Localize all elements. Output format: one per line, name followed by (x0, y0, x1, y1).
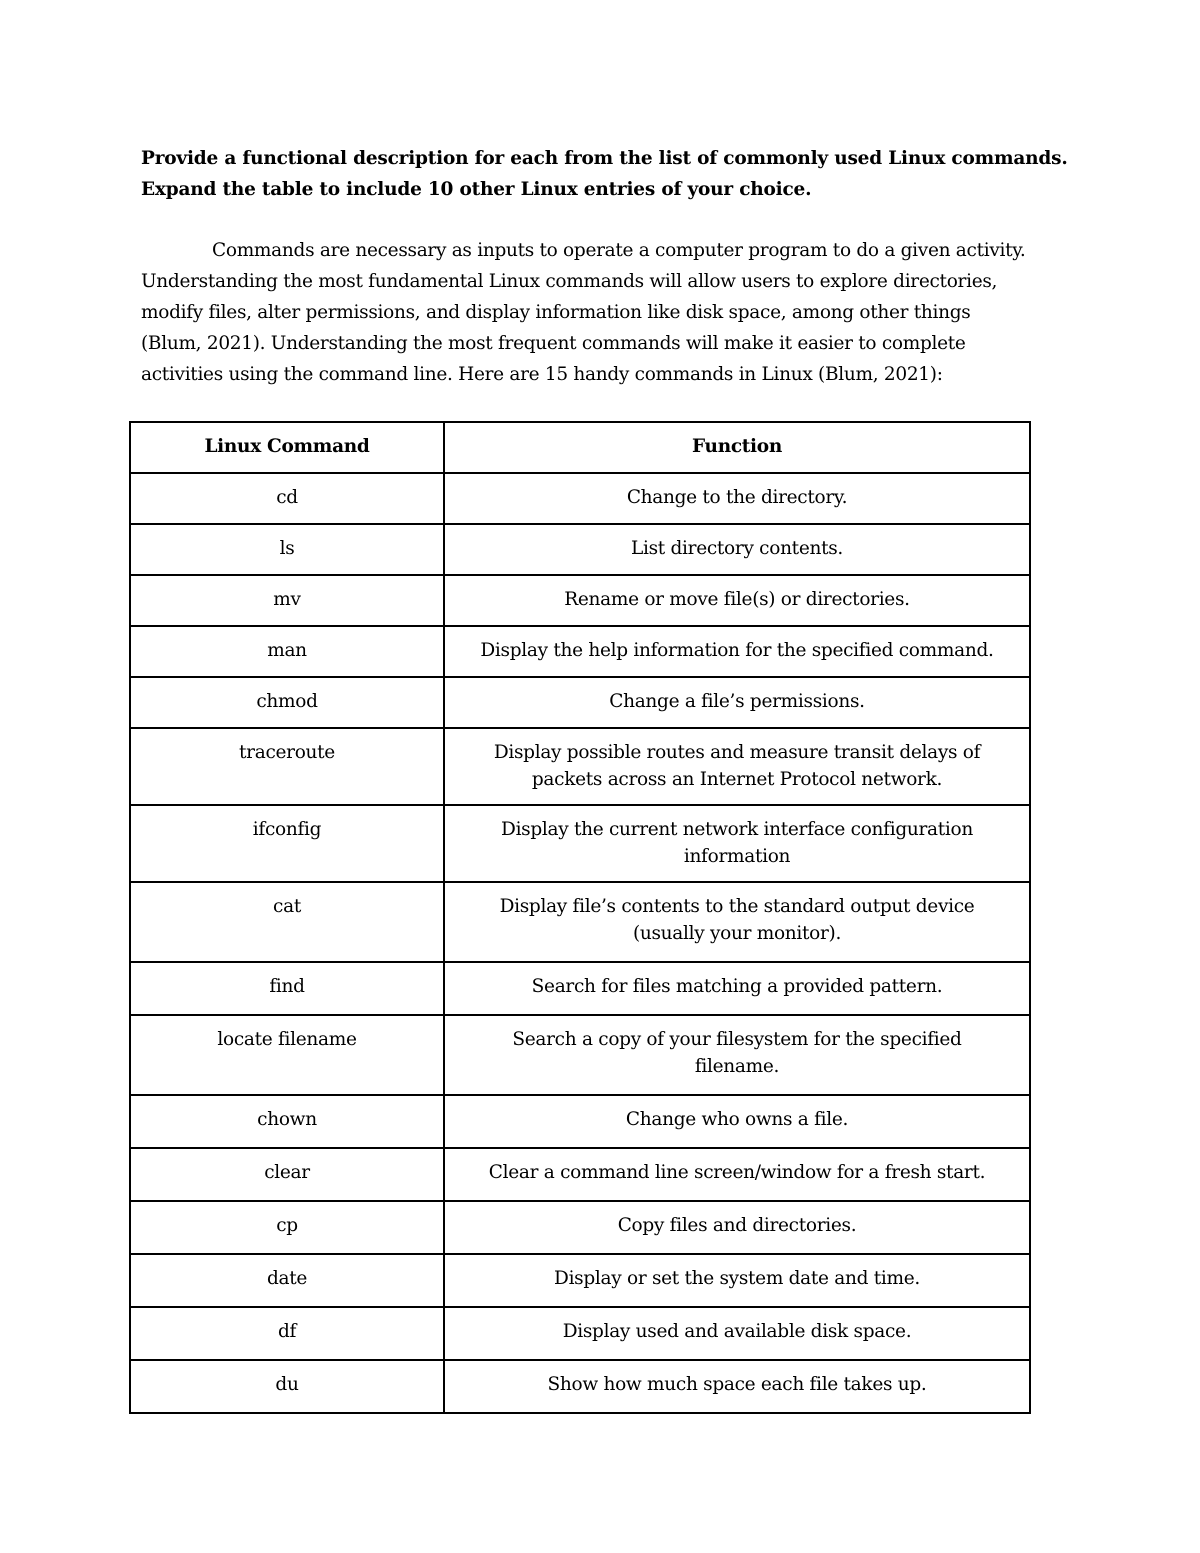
function-cell (444, 1360, 1030, 1413)
command-cell: mv (130, 575, 444, 626)
function-cell (444, 962, 1030, 1015)
function-cell (444, 882, 1030, 962)
function-line: Search for files matching a provided pattern. (531, 976, 943, 997)
function-cell (444, 1148, 1030, 1201)
prompt-line: Expand the table to include 10 other Linux entries of your choice. (141, 179, 812, 200)
assignment-prompt (141, 143, 1101, 205)
intro-paragraph (141, 235, 1101, 390)
function-line: Display the current network interface configuration (501, 819, 973, 840)
table-row (130, 728, 1030, 805)
table-row (130, 882, 1030, 962)
function-cell (444, 1015, 1030, 1095)
command-cell: du (130, 1360, 444, 1413)
function-cell (444, 1307, 1030, 1360)
table-row (130, 1307, 1030, 1360)
table-row (130, 1148, 1030, 1201)
function-line: information (683, 846, 791, 867)
intro-line: Commands are necessary as inputs to operate a computer program to do a given activity. (212, 240, 1026, 261)
function-cell (444, 805, 1030, 882)
function-cell (444, 575, 1030, 626)
command-cell: find (130, 962, 444, 1015)
command-cell: date (130, 1254, 444, 1307)
function-cell (444, 1201, 1030, 1254)
function-line: Show how much space each file takes up. (547, 1374, 927, 1395)
function-line: Display possible routes and measure transit delays of (493, 742, 981, 763)
table-row (130, 677, 1030, 728)
function-line: Change who owns a file. (625, 1109, 849, 1130)
function-cell (444, 626, 1030, 677)
table-row (130, 524, 1030, 575)
function-line: List directory contents. (631, 538, 843, 559)
function-cell (444, 677, 1030, 728)
function-cell (444, 728, 1030, 805)
intro-line: activities using the command line. Here are 15 handy commands in Linux (Blum, 2021): (141, 364, 943, 385)
command-cell: locate filename (130, 1015, 444, 1095)
command-cell: man (130, 626, 444, 677)
function-line: Display or set the system date and time. (554, 1268, 920, 1289)
header-linux-command: Linux Command (130, 422, 444, 473)
command-cell: clear (130, 1148, 444, 1201)
function-line: Change to the directory. (626, 487, 848, 508)
intro-line: (Blum, 2021). Understanding the most frequent commands will make it easier to complete (141, 333, 966, 354)
table-row (130, 1095, 1030, 1148)
function-line: Rename or move file(s) or directories. (564, 589, 910, 610)
function-line: (usually your monitor). (632, 923, 842, 944)
table-row (130, 1360, 1030, 1413)
command-cell: cat (130, 882, 444, 962)
intro-line: modify files, alter permissions, and display information like disk space, among other things (141, 302, 971, 323)
table-row (130, 805, 1030, 882)
linux-commands-table (129, 421, 1031, 1414)
function-line: Display used and available disk space. (562, 1321, 912, 1342)
function-cell (444, 473, 1030, 524)
function-line: Search a copy of your filesystem for the specified (512, 1029, 962, 1050)
function-line: Display the help information for the specified command. (480, 640, 994, 661)
function-cell (444, 1254, 1030, 1307)
table-row (130, 473, 1030, 524)
table-row (130, 575, 1030, 626)
command-cell: ifconfig (130, 805, 444, 882)
function-cell (444, 524, 1030, 575)
function-line: Change a file’s permissions. (609, 691, 865, 712)
command-cell: df (130, 1307, 444, 1360)
function-line: Clear a command line screen/window for a fresh start. (488, 1162, 986, 1183)
function-line: Copy files and directories. (617, 1215, 857, 1236)
table-row (130, 1015, 1030, 1095)
table-row (130, 626, 1030, 677)
table-row (130, 1254, 1030, 1307)
command-cell: cd (130, 473, 444, 524)
function-line: filename. (694, 1056, 780, 1077)
command-cell: chmod (130, 677, 444, 728)
command-cell: chown (130, 1095, 444, 1148)
function-line: Display file’s contents to the standard output device (499, 896, 975, 917)
table-row (130, 1201, 1030, 1254)
command-cell: ls (130, 524, 444, 575)
header-function: Function (444, 422, 1030, 473)
function-cell (444, 1095, 1030, 1148)
command-cell: cp (130, 1201, 444, 1254)
function-line: packets across an Internet Protocol network. (531, 769, 943, 790)
prompt-line: Provide a functional description for each from the list of commonly used Linux commands. (141, 148, 1068, 169)
table-header-row (130, 422, 1030, 473)
table-row (130, 962, 1030, 1015)
command-cell: traceroute (130, 728, 444, 805)
intro-line: Understanding the most fundamental Linux commands will allow users to explore directories, (141, 271, 998, 292)
